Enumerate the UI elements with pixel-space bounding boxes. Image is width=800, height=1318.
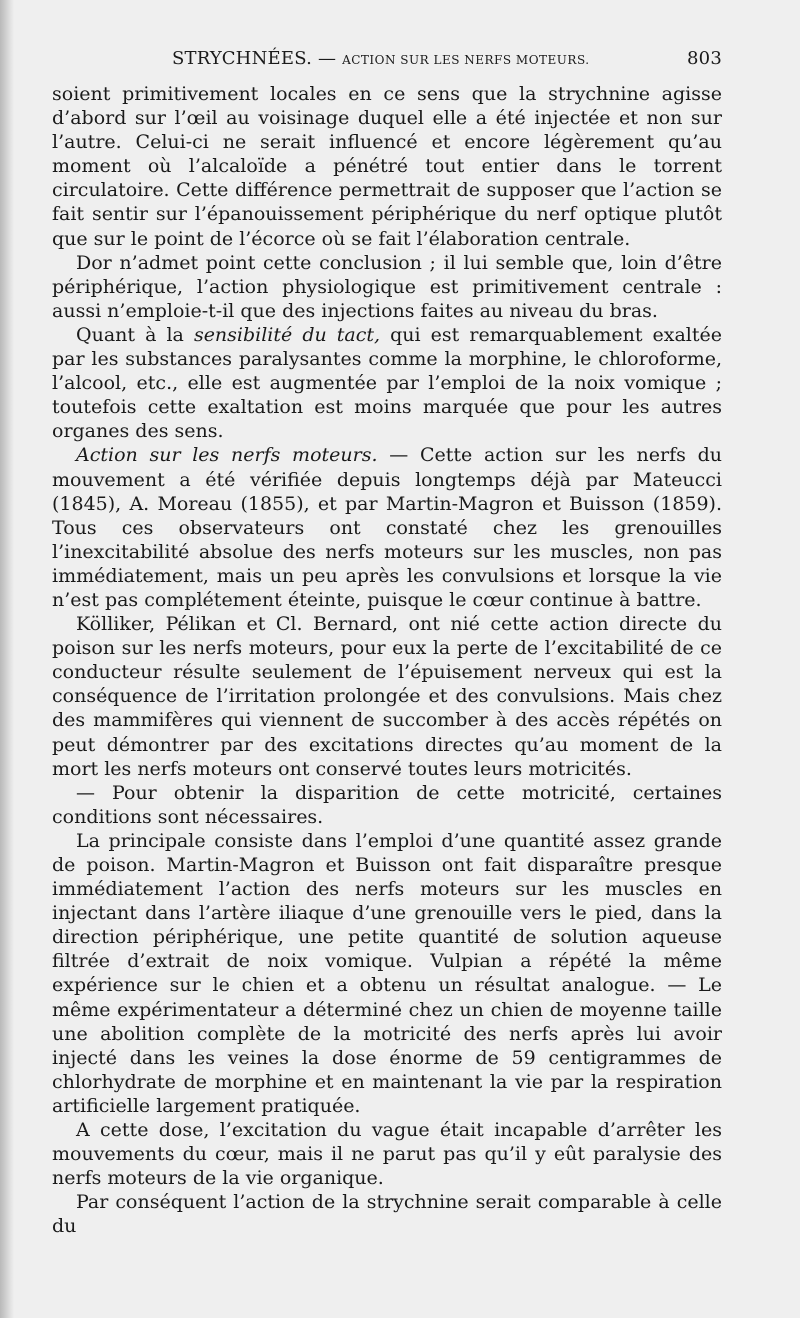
paragraph-dor: Dor n’admet point cette conclusion ; il lui semble que, loin d’être périphérique, l’action physiologique est primitivement centrale : aussi n’emploie-t-il que des injections faites au niveau du bras. <box>52 251 722 322</box>
paragraph-consequent: Par conséquent l’action de la strychnine serait comparable à celle du <box>52 1191 722 1238</box>
running-title <box>172 48 590 69</box>
paragraph-continued: soient primitivement locales en ce sens que la strychnine agisse d’abord sur l’œil au voisinage duquel elle a été injectée et non sur l’autre. Celui-ci ne serait influencé et encore légèrement qu’au moment où l’alcaloïde a pénétré tout entier dans le torrent circulatoire. Cette différence permettrait de supposer que l’action se fait sentir sur l’épanouissement périphérique du nerf optique plutôt que sur le point de l’écorce où se fait l’élaboration centrale. <box>52 83 722 250</box>
section-title: ACTION SUR LES NERFS MOTEURS. <box>342 53 590 67</box>
chapter-title: STRYCHNÉES. <box>172 48 313 69</box>
running-head <box>52 48 722 76</box>
paragraph-nerfs-moteurs <box>52 443 722 612</box>
title-dash: — <box>317 48 337 69</box>
italic-term: sensibilité du tact, <box>193 323 381 346</box>
page-number: 803 <box>687 48 722 69</box>
body-text <box>52 82 722 1239</box>
paragraph-body: — Cette action sur les nerfs du mouvement a été vérifiée depuis longtemps déjà par Mateucci (1845), A. Moreau (1855), et par Martin-Magron et Buisson (1859). Tous ces observateurs ont constaté chez les grenouilles l’inexcitabilité absolue des nerfs moteurs sur les muscles, non pas immédiatement, mais un peu après les convulsions et lorsque la vie n’est pas complétement éteinte, puisque le cœur continue à battre. <box>52 444 723 611</box>
paragraph-conditions: — Pour obtenir la disparition de cette motricité, certaines conditions sont nécessaires. <box>52 781 722 828</box>
paragraph-lead: Quant à la <box>76 323 184 346</box>
section-heading: Action sur les nerfs moteurs. <box>76 444 378 467</box>
paragraph-tact <box>52 323 722 443</box>
paragraph-kolliker: Kölliker, Pélikan et Cl. Bernard, ont nié cette action directe du poison sur les nerfs moteurs, pour eux la perte de l’excitabilité de ce conducteur résulte seulement de l’épuisement nerveux qui est la conséquence de l’irritation prolongée et des convulsions. Mais chez des mammifères qui viennent de succomber à des accès répétés on peut démontrer par des excitations directes qu’au moment de la mort les nerfs moteurs ont conservé toutes leurs motricités. <box>52 613 722 780</box>
paragraph-principale: La principale consiste dans l’emploi d’une quantité assez grande de poison. Martin-Magron et Buisson ont fait disparaître presque immédiatement l’action des nerfs moteurs sur les muscles en injectant dans l’artère iliaque d’une grenouille vers le pied, dans la direction périphérique, une petite quantité de solution aqueuse filtrée d’extrait de noix vomique. Vulpian a répété la même expérience sur le chien et a obtenu un résultat analogue. — Le même expérimentateur a déterminé chez un chien de moyenne taille une abolition complète de la motricité des nerfs après lui avoir injecté dans les veines la dose énorme de 59 centigrammes de chlorhydrate de morphine et en maintenant la vie par la respiration artificielle largement pratiquée. <box>52 829 722 1117</box>
paragraph-body: qui est remarquablement exaltée par les substances paralysantes comme la morphine, le chloroforme, l’alcool, etc., elle est augmentée par l’emploi de la noix vomique ; toutefois cette exaltation est moins marquée que pour les autres organes des sens. <box>52 323 723 443</box>
paragraph-dose: A cette dose, l’excitation du vague était incapable d’arrêter les mouvements du cœur, mais il ne parut pas qu’il y eût paralysie des nerfs moteurs de la vie organique. <box>52 1119 722 1190</box>
